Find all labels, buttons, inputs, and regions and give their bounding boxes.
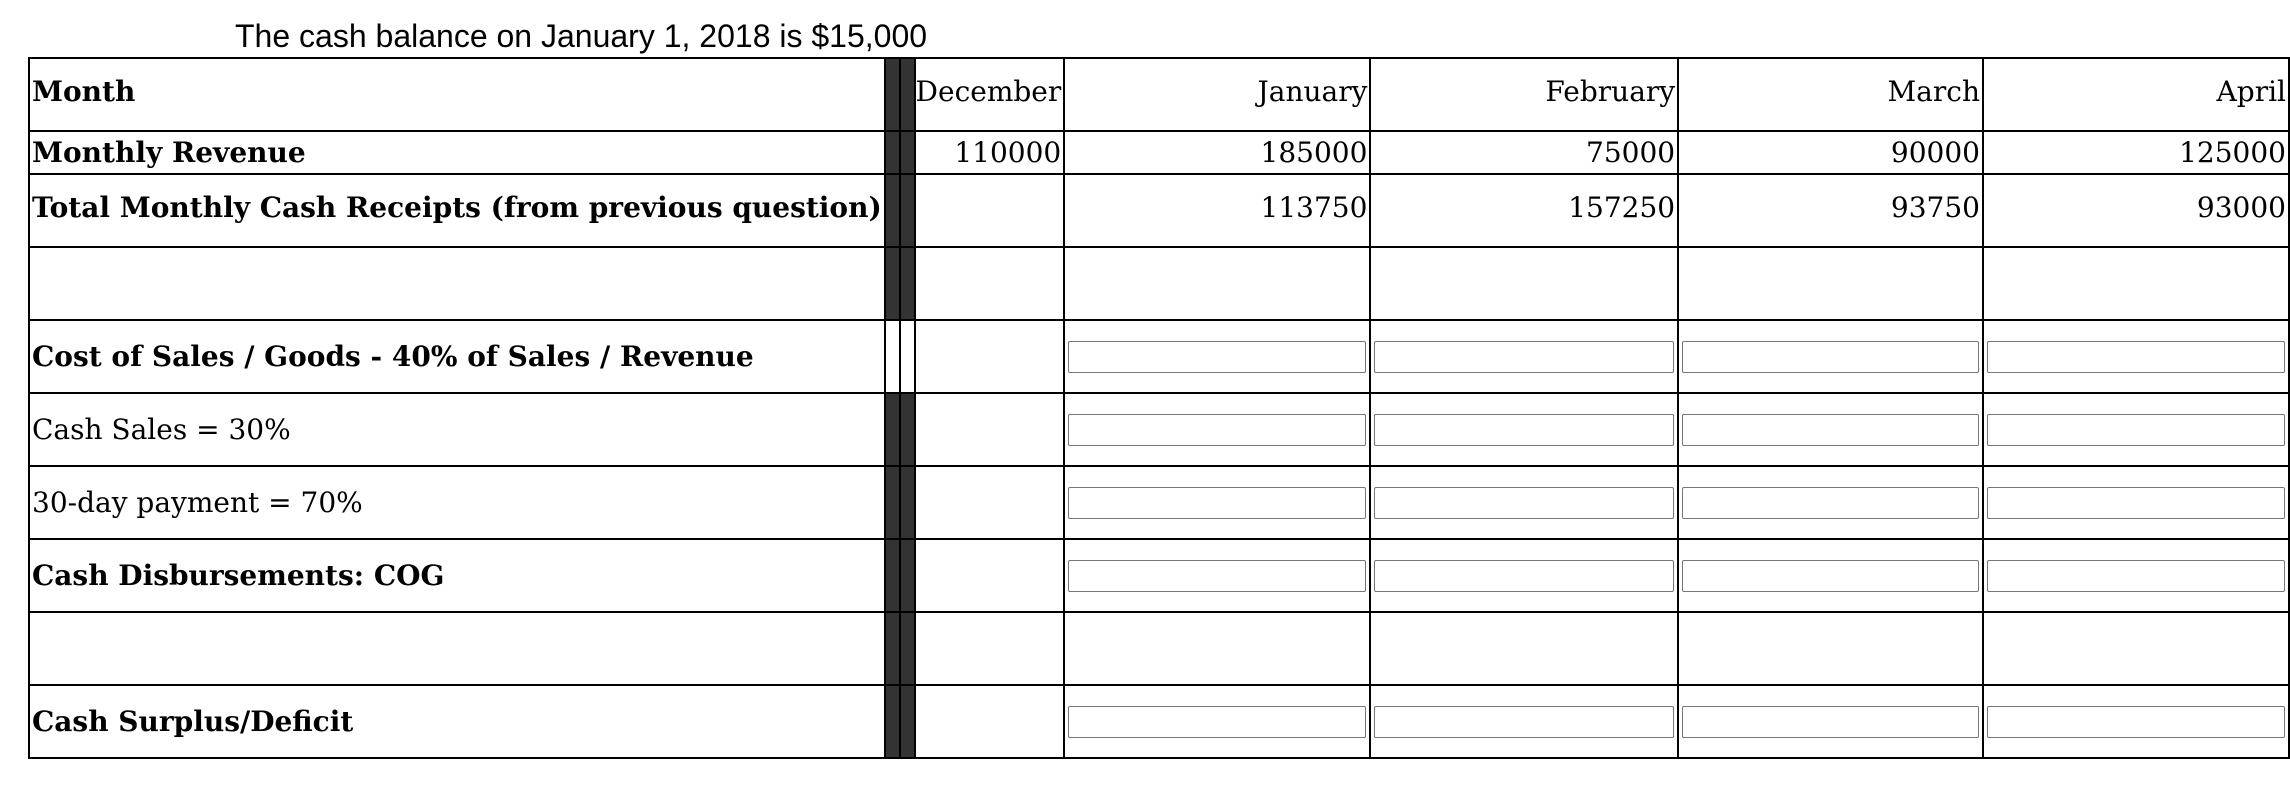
table-row-month bbox=[29, 58, 2289, 131]
table-row-cost-of-sales bbox=[29, 320, 2289, 393]
cash-sales-january-input[interactable] bbox=[1068, 414, 1366, 446]
table-row-blank bbox=[29, 247, 2289, 320]
surplus-february-input[interactable] bbox=[1374, 706, 1674, 738]
empty-cell bbox=[915, 612, 1065, 685]
empty-cell bbox=[1064, 612, 1370, 685]
payment-30-march-input[interactable] bbox=[1682, 487, 1979, 519]
empty-cell bbox=[1983, 247, 2289, 320]
empty-cell bbox=[1370, 247, 1678, 320]
surplus-january-input[interactable] bbox=[1068, 706, 1366, 738]
separator-cell bbox=[900, 539, 915, 612]
separator-cell bbox=[885, 58, 900, 131]
cash-sales-february-input[interactable] bbox=[1374, 414, 1674, 446]
payment-30-january-input[interactable] bbox=[1068, 487, 1366, 519]
separator-cell bbox=[885, 612, 900, 685]
table-row-revenue bbox=[29, 131, 2289, 174]
receipts-february: 157250 bbox=[1370, 174, 1678, 247]
table-row-cash-sales bbox=[29, 393, 2289, 466]
payment-30-april-input[interactable] bbox=[1987, 487, 2285, 519]
empty-cell bbox=[915, 320, 1065, 393]
separator-cell bbox=[885, 320, 900, 393]
row-label-cost-of-sales: Cost of Sales / Goods - 40% of Sales / Revenue bbox=[29, 320, 885, 393]
separator-cell bbox=[900, 58, 915, 131]
empty-cell bbox=[1678, 247, 1983, 320]
cash-sales-april-input[interactable] bbox=[1987, 414, 2285, 446]
revenue-january: 185000 bbox=[1064, 131, 1370, 174]
empty-cell bbox=[915, 539, 1065, 612]
cost-of-sales-february-input[interactable] bbox=[1374, 341, 1674, 373]
separator-cell bbox=[885, 685, 900, 758]
cash-sales-march-input[interactable] bbox=[1682, 414, 1979, 446]
separator-cell bbox=[885, 393, 900, 466]
table-row-blank bbox=[29, 612, 2289, 685]
table-row-surplus bbox=[29, 685, 2289, 758]
row-label-blank bbox=[29, 247, 885, 320]
disbursements-april-input[interactable] bbox=[1987, 560, 2285, 592]
separator-cell bbox=[885, 174, 900, 247]
receipts-april: 93000 bbox=[1983, 174, 2289, 247]
header-december: December bbox=[915, 58, 1065, 131]
separator-cell bbox=[885, 131, 900, 174]
separator-cell bbox=[900, 174, 915, 247]
surplus-april-input[interactable] bbox=[1987, 706, 2285, 738]
empty-cell bbox=[915, 393, 1065, 466]
receipts-december bbox=[915, 174, 1065, 247]
receipts-march: 93750 bbox=[1678, 174, 1983, 247]
receipts-january: 113750 bbox=[1064, 174, 1370, 247]
empty-cell bbox=[1064, 247, 1370, 320]
disbursements-january-input[interactable] bbox=[1068, 560, 1366, 592]
empty-cell bbox=[915, 247, 1065, 320]
disbursements-march-input[interactable] bbox=[1682, 560, 1979, 592]
disbursements-february-input[interactable] bbox=[1374, 560, 1674, 592]
table-row-30-day-payment bbox=[29, 466, 2289, 539]
revenue-december: 110000 bbox=[915, 131, 1065, 174]
empty-cell bbox=[1370, 612, 1678, 685]
table-row-receipts bbox=[29, 174, 2289, 247]
row-label-blank bbox=[29, 612, 885, 685]
separator-cell bbox=[885, 247, 900, 320]
header-april: April bbox=[1983, 58, 2289, 131]
cost-of-sales-march-input[interactable] bbox=[1682, 341, 1979, 373]
empty-cell bbox=[915, 466, 1065, 539]
payment-30-february-input[interactable] bbox=[1374, 487, 1674, 519]
row-label-30-day-payment: 30-day payment = 70% bbox=[29, 466, 885, 539]
table-row-disbursements bbox=[29, 539, 2289, 612]
row-label-disbursements: Cash Disbursements: COG bbox=[29, 539, 885, 612]
row-label-cash-sales: Cash Sales = 30% bbox=[29, 393, 885, 466]
header-february: February bbox=[1370, 58, 1678, 131]
surplus-march-input[interactable] bbox=[1682, 706, 1979, 738]
separator-cell bbox=[900, 466, 915, 539]
separator-cell bbox=[900, 685, 915, 758]
cash-balance-caption: The cash balance on January 1, 2018 is $15,000 bbox=[235, 18, 928, 54]
revenue-february: 75000 bbox=[1370, 131, 1678, 174]
header-march: March bbox=[1678, 58, 1983, 131]
cost-of-sales-january-input[interactable] bbox=[1068, 341, 1366, 373]
empty-cell bbox=[915, 685, 1065, 758]
row-label-receipts: Total Monthly Cash Receipts (from previous question) bbox=[29, 174, 885, 247]
separator-cell bbox=[900, 393, 915, 466]
row-label-month: Month bbox=[29, 58, 885, 131]
separator-cell bbox=[885, 539, 900, 612]
separator-cell bbox=[900, 320, 915, 393]
separator-cell bbox=[885, 466, 900, 539]
cash-budget-table bbox=[28, 57, 2290, 759]
separator-cell bbox=[900, 612, 915, 685]
empty-cell bbox=[1983, 612, 2289, 685]
cost-of-sales-april-input[interactable] bbox=[1987, 341, 2285, 373]
revenue-april: 125000 bbox=[1983, 131, 2289, 174]
empty-cell bbox=[1678, 612, 1983, 685]
header-january: January bbox=[1064, 58, 1370, 131]
revenue-march: 90000 bbox=[1678, 131, 1983, 174]
row-label-surplus: Cash Surplus/Deficit bbox=[29, 685, 885, 758]
separator-cell bbox=[900, 247, 915, 320]
row-label-revenue: Monthly Revenue bbox=[29, 131, 885, 174]
separator-cell bbox=[900, 131, 915, 174]
